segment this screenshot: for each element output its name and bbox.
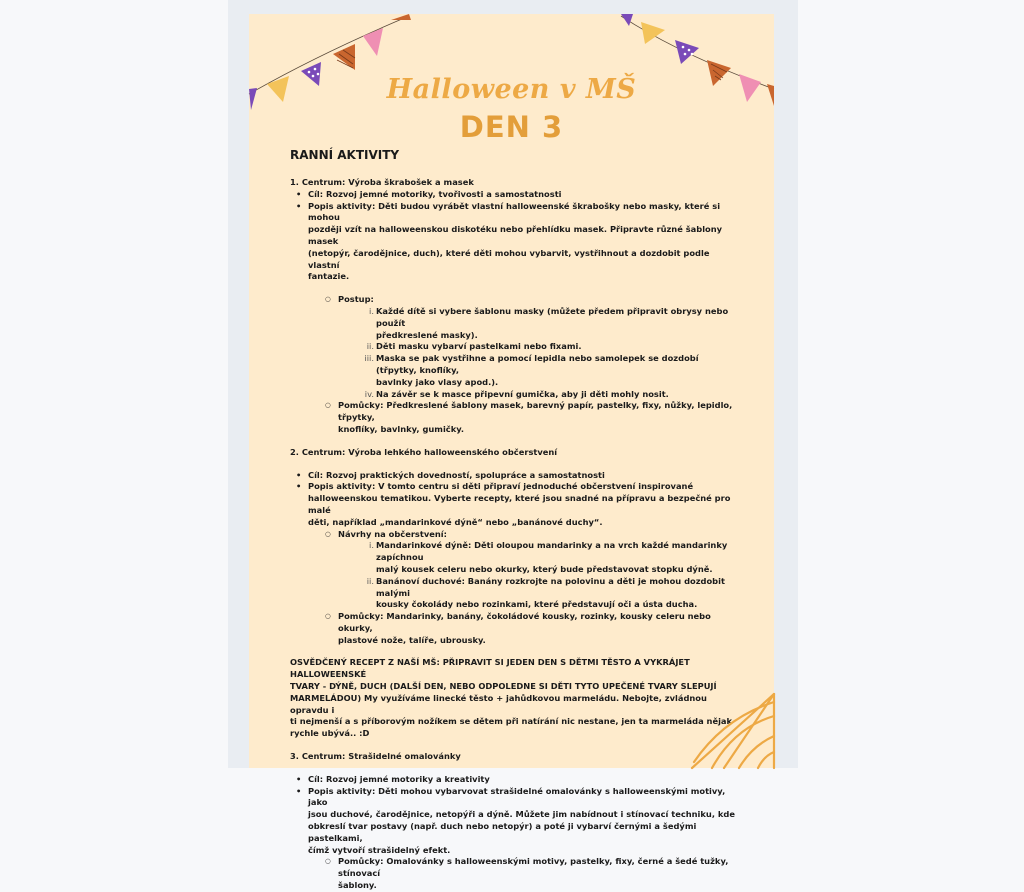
bunting-decoration xyxy=(249,14,774,124)
centrum-3-goal: • Cíl: Rozvoj jemné motoriky a kreativity xyxy=(302,774,740,786)
document-page xyxy=(249,14,774,891)
flag-pink xyxy=(363,28,383,56)
centrum-2-tools: ○ Pomůcky: Mandarinky, banány, čokoládové kousky, rozinky, kousky celeru nebo okurky, plastové nože, talíře, ubrousky. xyxy=(332,611,740,646)
centrum-2-list xyxy=(290,470,740,647)
centrum-1-goal: • Cíl: Rozvoj jemné motoriky, tvořivosti a samostatnosti xyxy=(302,189,740,201)
section-title: RANNÍ AKTIVITY xyxy=(290,148,400,162)
centrum-2-heading: 2. Centrum: Výroba lehkého halloweenského občerstvení xyxy=(290,446,558,457)
centrum-1-description: • Popis aktivity: Děti budou vyrábět vlastní halloweenské škrabošky nebo masky, které si mohou později vzít na halloweenskou diskotéku nebo přehlídku masek. Připravte různé šablony masek (netopýr, čarodějnice, duch), které děti mohou vybarvit, vystřihnout a dozdobit podle vlastní fantazie. ○ Postup: i. Každé dítě si vybere šablonu masky (můžete předem připravit obrysy nebo použít předkreslené masky). ii. Děti masku vybarví pastelkami nebo fixami. iii. Maska se pak vystřihne a pomocí lepidla nebo samolepek se dozdobí (třpytky, knoflíky, bavlnky jako vlasy apod.). iv. Na závěr se k masce připevní gumička, aby ji děti mohly nosit. ○ Pomůcky: Předkreslené šablony masek, barevný papír, pastelky, fixy, nůžky, lepidlo, třpytky, knoflíky, bavlnky, gumičky. xyxy=(302,201,740,436)
centrum-2-description: • Popis aktivity: V tomto centru si děti připraví jednoduché občerstvení inspirované halloweenskou tematikou. Vyberte recepty, které jsou snadné na přípravu a bezpečné pro malé děti, například „mandarinkové dýně“ nebo „banánové duchy“. ○ Návrhy na občerstvení: i. Mandarinkové dýně: Děti oloupou mandarinky a na vrch každé mandarinky zapíchnou malý kousek celeru nebo okurky, který bude představovat stopku dýně. ii. Banánoví duchové: Banány rozkrojte na polovinu a děti je mohou dozdobit malými kousky čokolády nebo rozinkami, které představují oči a ústa ducha. ○ Pomůcky: Mandarinky, banány, čokoládové kousky, rozinky, kousky celeru nebo okurky, plastové nože, talíře, ubrousky. xyxy=(302,481,740,646)
flag-purple xyxy=(621,14,633,26)
flag-purple-dots xyxy=(675,40,699,64)
centrum-3-heading: 3. Centrum: Strašidelné omalovánky xyxy=(290,751,461,762)
step-item: iii. Maska se pak vystřihne a pomocí lepidla nebo samolepek se dozdobí (třpytky, knoflíky, bavlnky jako vlasy apod.). xyxy=(364,353,699,387)
step-item: iv. Na závěr se k masce připevní gumička, aby ji děti mohly nosit. xyxy=(364,388,669,399)
document-content xyxy=(290,148,740,892)
centrum-1-tools: ○ Pomůcky: Předkreslené šablony masek, barevný papír, pastelky, fixy, nůžky, lepidlo, třpytky, knoflíky, bavlnky, gumičky. xyxy=(332,400,740,435)
centrum-1-steps xyxy=(338,306,740,400)
centrum-2-proposals: ○ Návrhy na občerstvení: i. Mandarinkové dýně: Děti oloupou mandarinky a na vrch každé mandarinky zapíchnou malý kousek celeru nebo okurky, který bude představovat stopku dýně. ii. Banánoví duchové: Banány rozkrojte na polovinu a děti je mohou dozdobit malými kousky čokolády nebo rozinkami, které představují oči a ústa ducha. xyxy=(332,529,740,612)
day-title: DEN 3 xyxy=(459,110,564,144)
flag-rust xyxy=(391,14,411,20)
centrum-1-list xyxy=(290,189,740,436)
centrum-1-postup: ○ Postup: i. Každé dítě si vybere šablonu masky (můžete předem připravit obrysy nebo použít předkreslené masky). ii. Děti masku vybarví pastelkami nebo fixami. iii. Maska se pak vystřihne a pomocí lepidla nebo samolepek se dozdobí (třpytky, knoflíky, bavlnky jako vlasy apod.). iv. Na závěr se k masce připevní gumička, aby ji děti mohly nosit. xyxy=(332,294,740,400)
centrum-1-sublist xyxy=(308,294,740,436)
step-item: i. Každé dítě si vybere šablonu masky (můžete předem připravit obrysy nebo použít předkreslené masky). xyxy=(369,305,729,340)
centrum-3-list xyxy=(290,774,740,892)
flag-yellow xyxy=(641,22,665,44)
snack-item: ii. Banánoví duchové: Banány rozkrojte na polovinu a děti je mohou dozdobit malými kousky čokolády nebo rozinkami, které představují oči a ústa ducha. xyxy=(366,575,725,610)
centrum-3-tools: ○ Pomůcky: Omalovánky s halloweenskými motivy, pastelky, fixy, černé a šedé tužky, stínovací šablony. xyxy=(332,856,740,891)
flag-rust-pattern xyxy=(333,44,355,70)
spiderweb-icon xyxy=(684,688,774,768)
centrum-3-description: • Popis aktivity: Děti mohou vybarvovat strašidelné omalovánky s halloweenskými motivy, jako jsou duchové, čarodějnice, netopýři a dýně. Můžete jim nabídnout i stínovací techniku, kde obkreslí tvar postavy (např. duch nebo netopýr) a poté ji vybarví černými a šedými pastelkami, čímž vytvoří strašidelný efekt. ○ Pomůcky: Omalovánky s halloweenskými motivy, pastelky, fixy, černé a šedé tužky, stínovací šablony. xyxy=(302,786,740,892)
centrum-2-goal: • Cíl: Rozvoj praktických dovedností, spolupráce a samostatnosti xyxy=(302,470,740,482)
snack-item: i. Mandarinkové dýně: Děti oloupou mandarinky a na vrch každé mandarinky zapíchnou malý kousek celeru nebo okurky, který bude představovat stopku dýně. xyxy=(369,540,728,574)
recipe-paragraph: OSVĚDČENÝ RECEPT Z NAŠÍ MŠ: PŘIPRAVIT SI JEDEN DEN S DĚTMI TĚSTO A VYKRÁJET HALLOWEENSKÉ TVARY - DÝNĚ, DUCH (DALŠÍ DEN, NEBO ODPOLEDNE SI DĚTI TYTO UPEČENÉ TVARY SLEPUJÍ MARMELÁDOU) My využíváme linecké těsto + jahůdkovou marmeládu. Nebojte, zvládnou opravdu i ti nejmenší a s příborovým nožíkem se dětem při natírání nic nestane, jen ta marmeláda nějak rychle ubývá.. :D xyxy=(290,657,733,739)
script-title: Halloween v MŠ xyxy=(386,74,637,105)
centrum-1-heading: 1. Centrum: Výroba škrabošek a masek xyxy=(290,177,474,187)
centrum-2-items xyxy=(338,540,740,611)
step-item: ii. Děti masku vybarví pastelkami nebo fixami. xyxy=(366,341,582,352)
centrum-2-sublist xyxy=(308,529,740,647)
centrum-3-sublist xyxy=(308,856,740,891)
